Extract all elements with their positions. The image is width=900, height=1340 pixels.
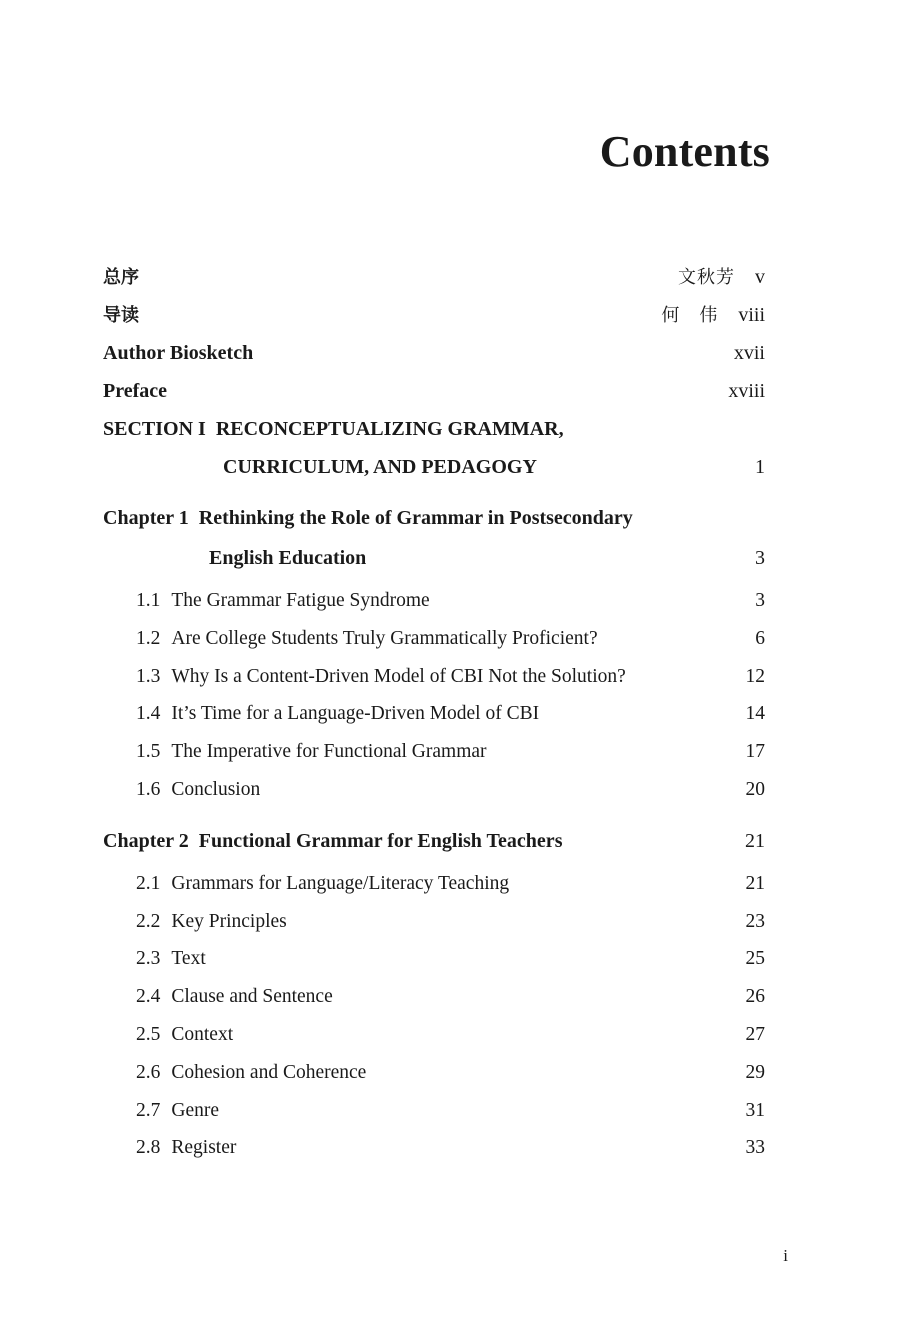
section-title-line1: RECONCEPTUALIZING GRAMMAR, — [215, 418, 564, 440]
subentry-title: Grammars for Language/Literacy Teaching — [171, 872, 510, 894]
subentry-title: Context — [171, 1023, 234, 1045]
subentry-number: 2.3 — [136, 948, 161, 970]
subentry-title: Conclusion — [171, 778, 261, 800]
entry-title: 导读 — [103, 305, 139, 326]
chapter-prefix: Chapter 2 — [103, 829, 189, 852]
toc-entry-preface[interactable] — [103, 372, 765, 410]
toc-subentry-2-2[interactable] — [103, 903, 765, 941]
toc-subentry-1-3[interactable] — [103, 658, 765, 696]
entry-page-number: 12 — [745, 665, 765, 687]
subentry-title: Text — [171, 948, 206, 970]
entry-page-number: viii — [738, 304, 765, 326]
toc-entry-author-biosketch[interactable] — [103, 334, 765, 372]
subentry-number: 2.4 — [136, 986, 161, 1008]
subentry-title: Register — [171, 1137, 237, 1159]
entry-page-number: 29 — [745, 1061, 765, 1083]
entry-page-number: 3 — [755, 547, 765, 569]
entry-page-number: 17 — [745, 741, 765, 763]
toc-entry-general-preface[interactable] — [103, 258, 765, 296]
section-title-line2: CURRICULUM, AND PEDAGOGY — [223, 456, 537, 478]
subentry-title: Are College Students Truly Grammatically Proficient? — [171, 627, 598, 649]
entry-page-number: 6 — [755, 627, 765, 649]
toc-subentry-1-2[interactable] — [103, 620, 765, 658]
toc-subentry-2-1[interactable] — [103, 865, 765, 903]
toc-subentry-2-8[interactable] — [103, 1129, 765, 1167]
subentry-title: Key Principles — [171, 910, 287, 932]
subentry-number: 1.5 — [136, 741, 161, 763]
entry-page-number: 25 — [745, 948, 765, 970]
entry-page-number: 27 — [745, 1023, 765, 1045]
subentry-title: Clause and Sentence — [171, 986, 333, 1008]
chapter-2-subsections — [103, 865, 765, 1167]
entry-page-number: 33 — [745, 1137, 765, 1159]
chapter-title-line1: Functional Grammar for English Teachers — [198, 829, 563, 852]
entry-author: 文秋芳 — [678, 267, 735, 288]
entry-page-number: 31 — [745, 1099, 765, 1121]
toc-entry-guide[interactable] — [103, 296, 765, 334]
toc-entry-chapter-2[interactable] — [103, 821, 765, 861]
entry-page-number: 21 — [745, 872, 765, 894]
chapter-title-line2: English Education — [209, 547, 367, 569]
subentry-number: 2.5 — [136, 1023, 161, 1045]
entry-page-number: 23 — [745, 910, 765, 932]
toc-subentry-2-7[interactable] — [103, 1092, 765, 1130]
subentry-title: The Imperative for Functional Grammar — [171, 741, 487, 763]
toc-subentry-1-6[interactable] — [103, 771, 765, 809]
entry-page-number: 26 — [745, 986, 765, 1008]
chapter-prefix: Chapter 1 — [103, 507, 189, 529]
chapter-title-line1: Rethinking the Role of Grammar in Postsecondary — [198, 507, 633, 529]
chapter-1-subsections — [103, 582, 765, 809]
entry-page-number: xviii — [728, 380, 765, 402]
entry-page-number: xvii — [733, 342, 765, 364]
entry-page-number: 1 — [755, 456, 765, 478]
toc-subentry-2-4[interactable] — [103, 978, 765, 1016]
subentry-title: Genre — [171, 1099, 220, 1121]
subentry-number: 1.2 — [136, 627, 161, 649]
page-title: Contents — [599, 127, 770, 176]
toc-subentry-2-6[interactable] — [103, 1054, 765, 1092]
entry-author: 何 伟 — [661, 305, 719, 326]
subentry-number: 2.7 — [136, 1099, 161, 1121]
table-of-contents — [103, 258, 765, 1169]
page-number: i — [783, 1246, 788, 1265]
toc-entry-chapter-1[interactable] — [103, 498, 765, 578]
subentry-number: 2.2 — [136, 910, 161, 932]
entry-title: Author Biosketch — [103, 342, 254, 364]
toc-subentry-1-1[interactable] — [103, 582, 765, 620]
subentry-number: 1.4 — [136, 703, 161, 725]
toc-subentry-2-3[interactable] — [103, 940, 765, 978]
subentry-title: Cohesion and Coherence — [171, 1061, 367, 1083]
subentry-number: 1.6 — [136, 778, 161, 800]
subentry-number: 2.1 — [136, 872, 161, 894]
subentry-title: The Grammar Fatigue Syndrome — [171, 590, 430, 611]
subentry-number: 1.1 — [136, 590, 161, 611]
entry-title: 总序 — [103, 267, 139, 288]
toc-subentry-1-4[interactable] — [103, 695, 765, 733]
entry-page-number: 3 — [755, 590, 765, 611]
section-prefix: SECTION I — [103, 418, 206, 440]
toc-subentry-2-5[interactable] — [103, 1016, 765, 1054]
subentry-title: It’s Time for a Language-Driven Model of CBI — [171, 703, 540, 725]
entry-title: Preface — [103, 380, 168, 402]
toc-subentry-1-5[interactable] — [103, 733, 765, 771]
entry-page-number: 14 — [745, 703, 765, 725]
subentry-number: 2.8 — [136, 1137, 161, 1159]
entry-page-number: 20 — [745, 778, 765, 800]
toc-entry-section-1[interactable] — [103, 410, 765, 486]
subentry-number: 1.3 — [136, 665, 161, 687]
subentry-title: Why Is a Content-Driven Model of CBI Not the Solution? — [171, 665, 626, 687]
subentry-number: 2.6 — [136, 1061, 161, 1083]
entry-page-number: v — [755, 266, 765, 288]
entry-page-number: 21 — [745, 829, 765, 852]
